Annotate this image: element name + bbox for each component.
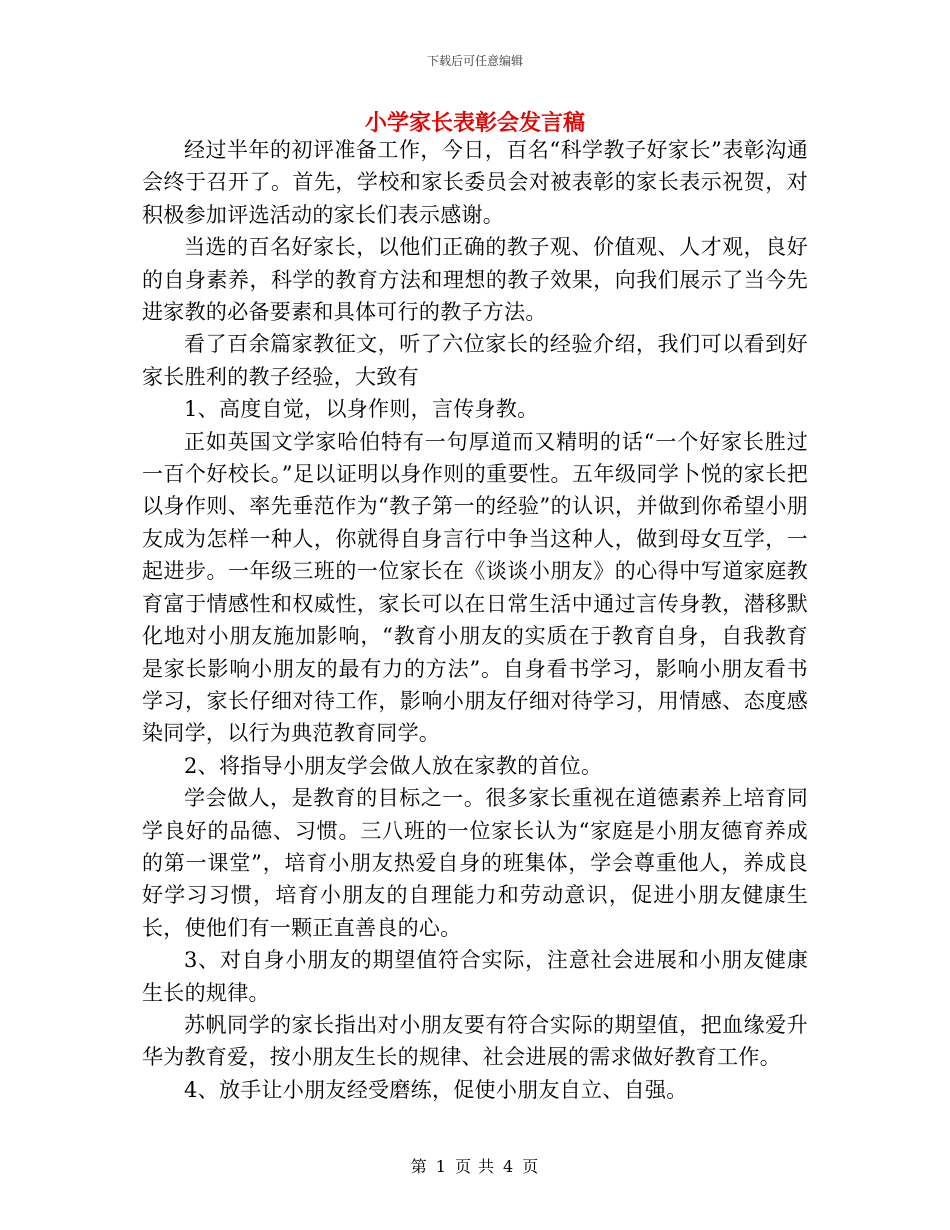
point-heading-2: 2、将指导小朋友学会做人放在家教的首位。: [184, 753, 603, 778]
paragraph-6: 苏帆同学的家长指出对小朋友要有符合实际的期望值，把血缘爱升华为教育爱，按小朋友生长的规律、社会进展的需求做好教育工作。: [142, 1012, 808, 1070]
footer-suffix: 页: [522, 1157, 540, 1176]
header-note: 下载后可任意编辑: [426, 54, 523, 68]
footer-prefix: 第: [410, 1157, 428, 1176]
paragraph-2: 当选的百名好家长，以他们正确的教子观、价值观、人才观，良好的自身素养，科学的教育方法和理想的教子效果，向我们展示了当今先进家教的必备要素和具体可行的教子方法。: [142, 235, 808, 325]
document-body: [142, 134, 808, 1106]
page-footer: [0, 1154, 950, 1177]
footer-page-number: 1: [435, 1157, 447, 1176]
point-heading-4: 4、放手让小朋友经受磨练，促使小朋友自立、自强。: [184, 1077, 688, 1102]
footer-total-pages: 4: [503, 1157, 515, 1176]
paragraph-5: 学会做人，是教育的目标之一。很多家长重视在道德素养上培育同学良好的品德、习惯。三八班的一位家长认为“家庭是小朋友德育养成的第一课堂”，培育小朋友热爱自身的班集体，学会尊重他人，养成良好学习习惯，培育小朋友的自理能力和劳动意识，促进小朋友健康生长，使他们有一颗正直善良的心。: [142, 786, 808, 940]
paragraph-4: 正如英国文学家哈伯特有一句厚道而又精明的话“一个好家长胜过一百个好校长。”足以证明以身作则的重要性。五年级同学卜悦的家长把以身作则、率先垂范作为“教子第一的经验”的认识，并做到你希望小朋友成为怎样一种人，你就得自身言行中争当这种人，做到母女互学，一起进步。一年级三班的一位家长在《谈谈小朋友》的心得中写道家庭教育富于情感性和权威性，家长可以在日常生活中通过言传身教，潜移默化地对小朋友施加影响，“教育小朋友的实质在于教育自身，自我教育是家长影响小朋友的最有力的方法”。自身看书学习，影响小朋友看书学习，家长仔细对待工作，影响小朋友仔细对待学习，用情感、态度感染同学，以行为典范教育同学。: [142, 429, 808, 746]
paragraph-1: 经过半年的初评准备工作，今日，百名“科学教子好家长”表彰沟通会终于召开了。首先，学校和家长委员会对被表彰的家长表示祝贺，对积极参加评选活动的家长们表示感谢。: [142, 138, 808, 227]
footer-middle: 页 共: [454, 1157, 496, 1176]
document-title: 小学家长表彰会发言稿: [364, 110, 585, 136]
point-heading-3: 3、对自身小朋友的期望值符合实际，注意社会进展和小朋友健康生长的规律。: [142, 948, 808, 1005]
paragraph-3: 看了百余篇家教征文，听了六位家长的经验介绍，我们可以看到好家长胜利的教子经验，大致有: [142, 332, 808, 389]
point-heading-1: 1、高度自觉，以身作则，言传身教。: [184, 397, 539, 422]
